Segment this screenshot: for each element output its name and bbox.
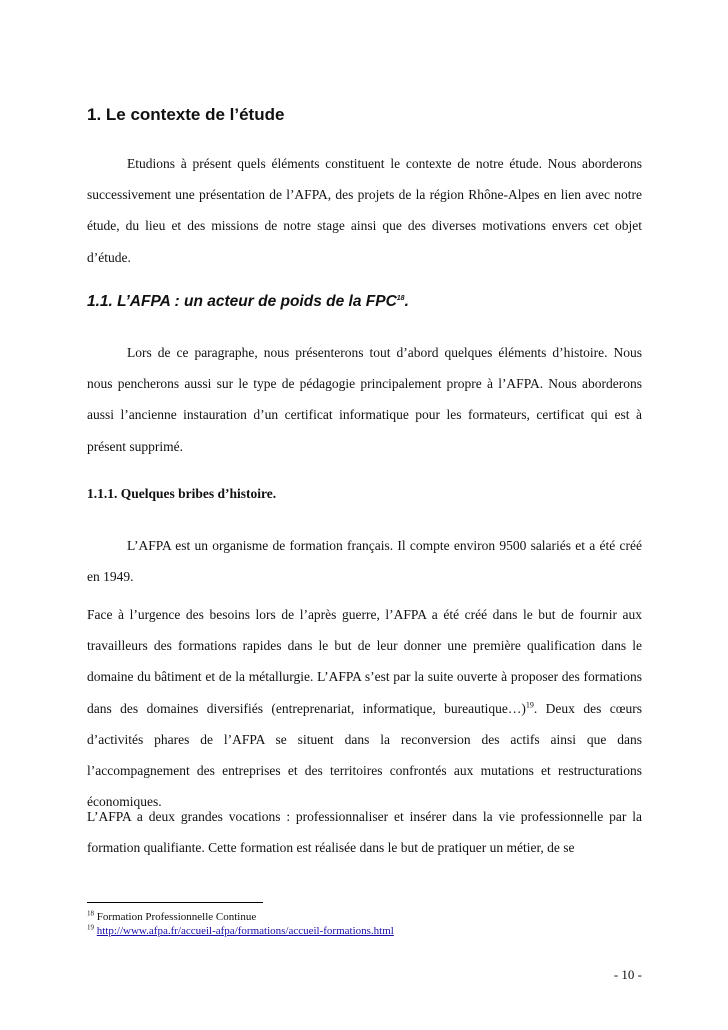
footnote-number: 19 [87,923,94,932]
history-paragraph-2-text: Face à l’urgence des besoins lors de l’après guerre, l’AFPA a été créé dans le but de fournir aux travailleurs des formations rapides dans le but de leur donner une première qualification dans le domaine du bâtiment et de la métallurgie. L’AFPA s’est par la suite ouverte à proposer des formations dans des domaines diversifiés (entreprenariat, informatique, bureautique…) [87,607,642,716]
footnote-text: Formation Professionnelle Continue [96,911,257,923]
section-1-1-paragraph: Lors de ce paragraphe, nous présenterons tout d’abord quelques éléments d’histoire. Nous nous pencherons aussi sur le type de pédagogie principalement propre à l’AFPA. Nous aborderons aussi l’ancienne instauration d’un certificat informatique pour les formateurs, certificat qui est à présent supprimé. [87,345,642,454]
footnote-ref-18[interactable]: 18 [396,294,405,302]
section-heading-1-1-1: 1.1.1. Quelques bribes d’histoire. [87,486,277,501]
heading-period: . [404,293,409,310]
intro-paragraph: Etudions à présent quels éléments constituent le contexte de notre étude. Nous aborderons successivement une présentation de l’AFPA, des projets de la région Rhône-Alpes en lien avec notre étude, du lieu et des missions de notre stage ainsi que des diverses motivations envers cet objet d’étude. [87,156,642,265]
footnote-18 [87,911,647,924]
heading-text: 1.1. L’AFPA : un acteur de poids de la FPC [87,293,397,310]
page-number: - 10 - [613,967,642,982]
footnote-19 [87,925,647,938]
history-paragraph-3: L’AFPA a deux grandes vocations : professionnaliser et insérer dans la vie professionnelle par la formation qualifiante. Cette formation est réalisée dans le but de pratiquer un métier, de se [87,809,642,856]
footnote-number: 18 [87,909,94,918]
footnote-link[interactable]: http://www.afpa.fr/accueil-afpa/formations/accueil-formations.html [96,925,394,937]
section-heading-1-1 [87,292,409,312]
history-paragraph-2 [87,599,642,817]
footnote-separator [87,902,263,903]
section-heading-1: 1. Le contexte de l’étude [87,105,285,124]
history-paragraph-1: L’AFPA est un organisme de formation français. Il compte environ 9500 salariés et a été créé en 1949. [87,538,642,585]
history-paragraph-2-continued: . Deux des cœurs d’activités phares de l’AFPA se situent dans la reconversion des actifs ainsi que dans l’accompagnement des entreprises et des territoires confrontés aux mutations et restructurations économiques. [87,700,643,810]
footnote-ref-19[interactable]: 19 [525,700,534,710]
